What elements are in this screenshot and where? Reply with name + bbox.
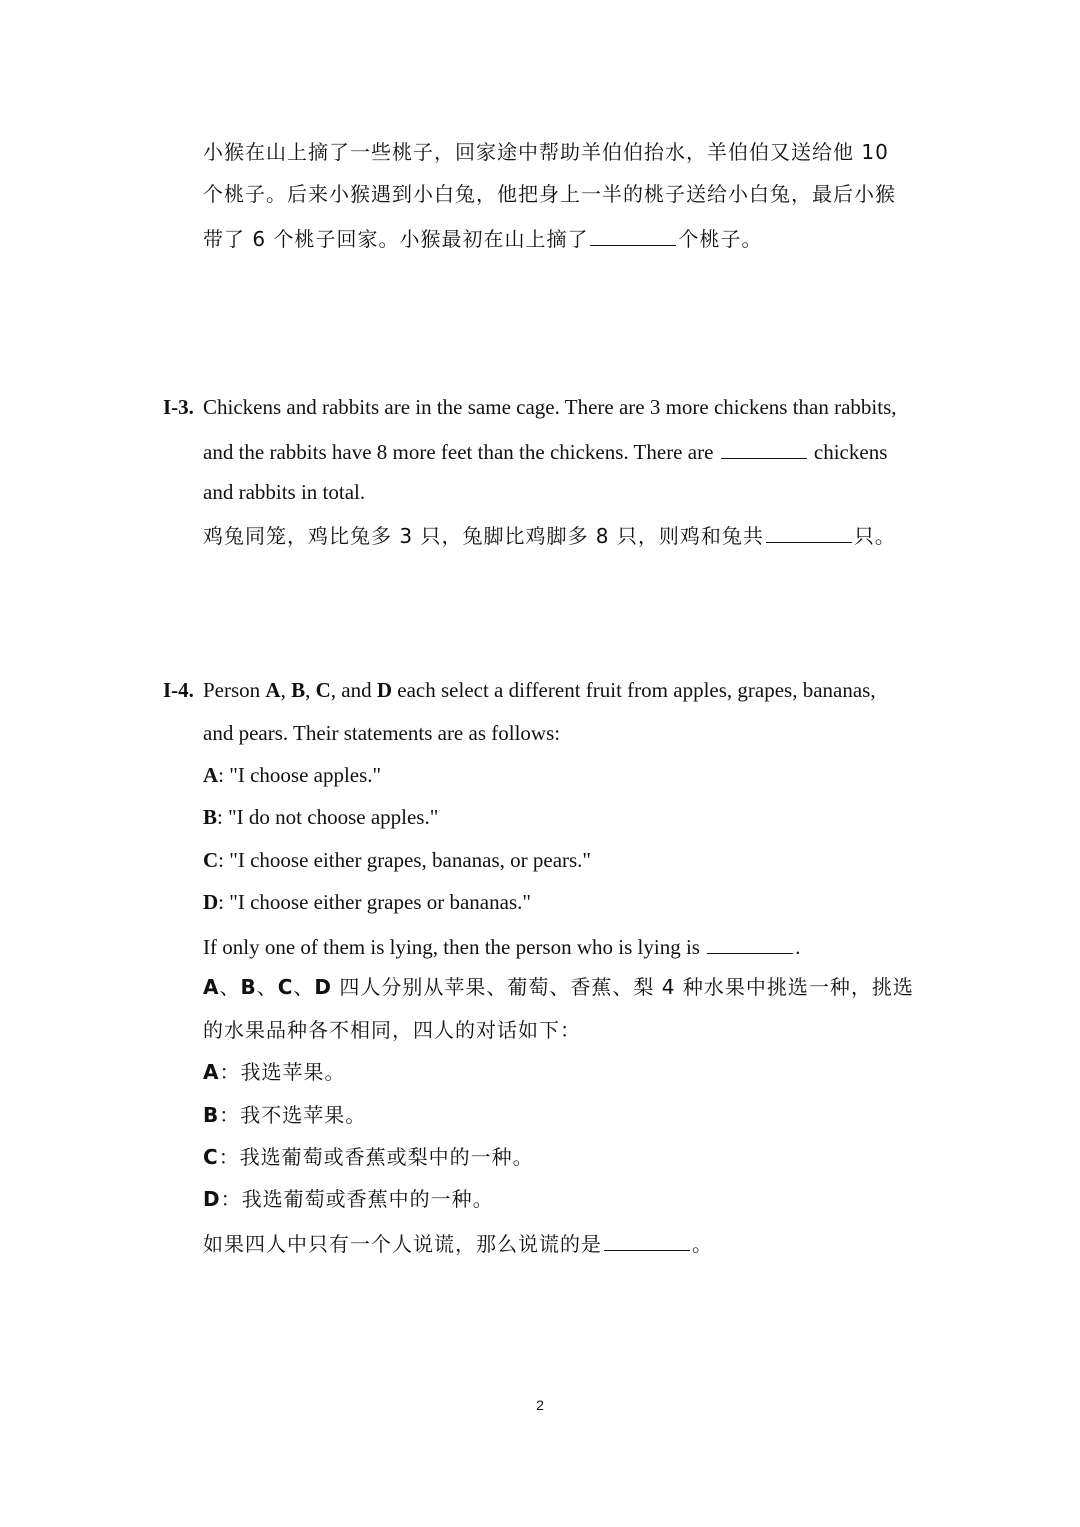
- q4-statement-en-d: D: "I choose either grapes or bananas.": [203, 890, 531, 914]
- q2-zh-line-2: 个桃子。后来小猴遇到小白兔，他把身上一半的桃子送给小白兔，最后小猴: [203, 182, 896, 206]
- answer-blank: [707, 931, 793, 954]
- q4-zh-line-2: 的水果品种各不相同，四人的对话如下：: [203, 1018, 581, 1042]
- q2-zh-line-3: 带了 6 个桃子回家。小猴最初在山上摘了 个桃子。: [203, 223, 762, 253]
- q4-statement-zh-b: B：我不选苹果。: [203, 1103, 367, 1127]
- answer-blank: [590, 223, 676, 246]
- q2-zh-line-1: 小猴在山上摘了一些桃子，回家途中帮助羊伯伯抬水，羊伯伯又送给他 10: [203, 140, 889, 164]
- q4-zh-line-1: A、B、C、D 四人分别从苹果、葡萄、香蕉、梨 4 种水果中挑选一种，挑选: [203, 975, 914, 999]
- q3-en-line-3: and rabbits in total.: [203, 480, 366, 504]
- q3-zh-line: 鸡兔同笼，鸡比兔多 3 只，兔脚比鸡脚多 8 只，则鸡和兔共 只。: [203, 520, 896, 550]
- question-number: I-4.: [163, 678, 194, 702]
- q4-statement-en-b: B: "I do not choose apples.": [203, 805, 439, 829]
- q3-en-line-2: and the rabbits have 8 more feet than the chickens. There are chickens: [203, 436, 887, 466]
- answer-blank: [766, 520, 852, 543]
- answer-blank: [721, 436, 807, 459]
- q4-statement-en-a: A: "I choose apples.": [203, 763, 382, 787]
- answer-blank: [604, 1228, 690, 1251]
- page-number: 2: [536, 1397, 544, 1413]
- q4-statement-en-c: C: "I choose either grapes, bananas, or pears.": [203, 848, 592, 872]
- question-number: I-3.: [163, 395, 194, 419]
- q4-en-question: If only one of them is lying, then the person who is lying is .: [203, 931, 800, 961]
- q4-en-line-1: Person A, B, C, and D each select a different fruit from apples, grapes, bananas,: [203, 678, 876, 702]
- q3-en-line-1: Chickens and rabbits are in the same cage. There are 3 more chickens than rabbits,: [203, 395, 897, 419]
- q4-en-line-2: and pears. Their statements are as follows:: [203, 721, 561, 745]
- q4-statement-zh-a: A：我选苹果。: [203, 1060, 346, 1084]
- q4-zh-question: 如果四人中只有一个人说谎，那么说谎的是 。: [203, 1228, 713, 1258]
- q4-statement-zh-d: D：我选葡萄或香蕉中的一种。: [203, 1187, 494, 1211]
- q4-statement-zh-c: C：我选葡萄或香蕉或梨中的一种。: [203, 1145, 534, 1169]
